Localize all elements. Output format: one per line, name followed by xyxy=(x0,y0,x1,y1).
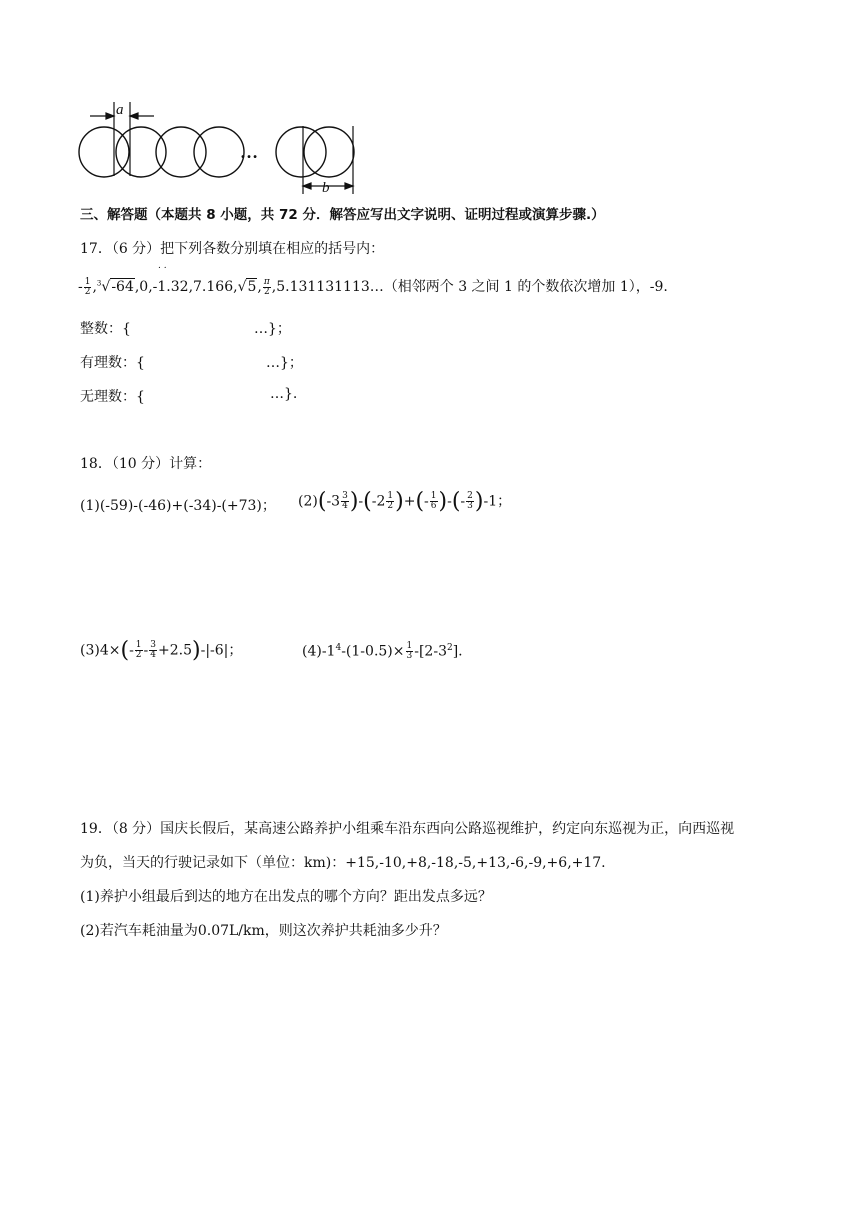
q18-part-3: (3)4×(- $\frac{1}{2}$ - $\frac{3}{4}$ +2.5)-|-6|； xyxy=(80,638,243,663)
circle-1 xyxy=(79,127,129,177)
q18-part-2: (2)(-3 $\frac{3}{4}$ )-(-2 $\frac{1}{2}$ )+(- $\frac{1}{6}$ )-(- $\frac{2}{3}$ )-1； xyxy=(298,489,512,514)
q19-sub-1: (1)养护小组最后到达的地方在出发点的哪个方向？距出发点多远？ xyxy=(80,889,492,905)
q17-dots-marker: . . xyxy=(158,261,167,271)
ellipsis: … xyxy=(240,142,258,162)
q18-stem: 18．（10 分）计算： xyxy=(80,456,212,472)
q17-stem: 17．（6 分）把下列各数分别填在相应的括号内： xyxy=(80,241,385,257)
q19-sub-2: (2)若汽车耗油量为0.07L/km，则这次养护共耗油多少升？ xyxy=(80,923,447,939)
section-3-heading: 三、解答题（本题共 8 小题，共 72 分．解答应写出文字说明、证明过程或演算步骤.） xyxy=(80,207,605,223)
neg-sign: - xyxy=(78,279,83,295)
label-a: a xyxy=(116,102,124,118)
circle-4 xyxy=(194,127,244,177)
q19-line-2: 为负，当天的行驶记录如下（单位：km)：+15,-10,+8,-18,-5,+13,-6,-9,+6,+17. xyxy=(80,855,606,871)
radicand-5: 5 xyxy=(247,279,257,295)
fraction-pi-over-2: $\frac{\pi}{2}$ xyxy=(263,276,270,297)
circle-3 xyxy=(156,127,206,177)
number-list-part-2: ,5.131131113…（相邻两个 3 之间 1 的个数依次增加 1），-9. xyxy=(271,279,668,295)
label-b: b xyxy=(322,180,330,196)
q19-line-1: 19．（8 分）国庆长假后，某高速公路养护小组乘车沿东西向公路巡视维护，约定向东巡视为正，向西巡视 xyxy=(80,821,735,837)
q18-part-4: $(4)-1^4-(1-0.5)\times$ $\frac{1}{3}$ $-[2-3^2]$. xyxy=(302,641,463,661)
fraction-half: $\frac{1}{2}$ xyxy=(84,276,91,297)
circle-6 xyxy=(304,127,354,177)
irrational-end: …}. xyxy=(270,386,298,402)
circle-5 xyxy=(276,127,326,177)
q17-number-list: - $\frac{1}{2}$ ,$^3$√-64,0,-1.32,7.166,√5, $\frac{\pi}{2}$ ,5.131131113…（相邻两个 3 之间 1 的个数依次增加 1），-9. xyxy=(78,276,668,297)
cube-root-index: 3 xyxy=(96,279,102,288)
integers-end: …}； xyxy=(254,321,291,337)
irrational-label: 无理数：{ xyxy=(80,389,145,405)
number-list-part-1: ,0,-1.32,7.166, xyxy=(134,279,238,295)
rational-label: 有理数：{ xyxy=(80,355,145,371)
integers-label: 整数：{ xyxy=(80,321,131,337)
radicand-neg64: -64 xyxy=(111,279,134,295)
circle-2 xyxy=(116,127,166,177)
rational-end: …}； xyxy=(266,355,303,371)
circles-figure xyxy=(70,100,370,198)
q18-part-1: (1)(-59)-(-46)+(-34)-(+73)； xyxy=(80,498,276,514)
